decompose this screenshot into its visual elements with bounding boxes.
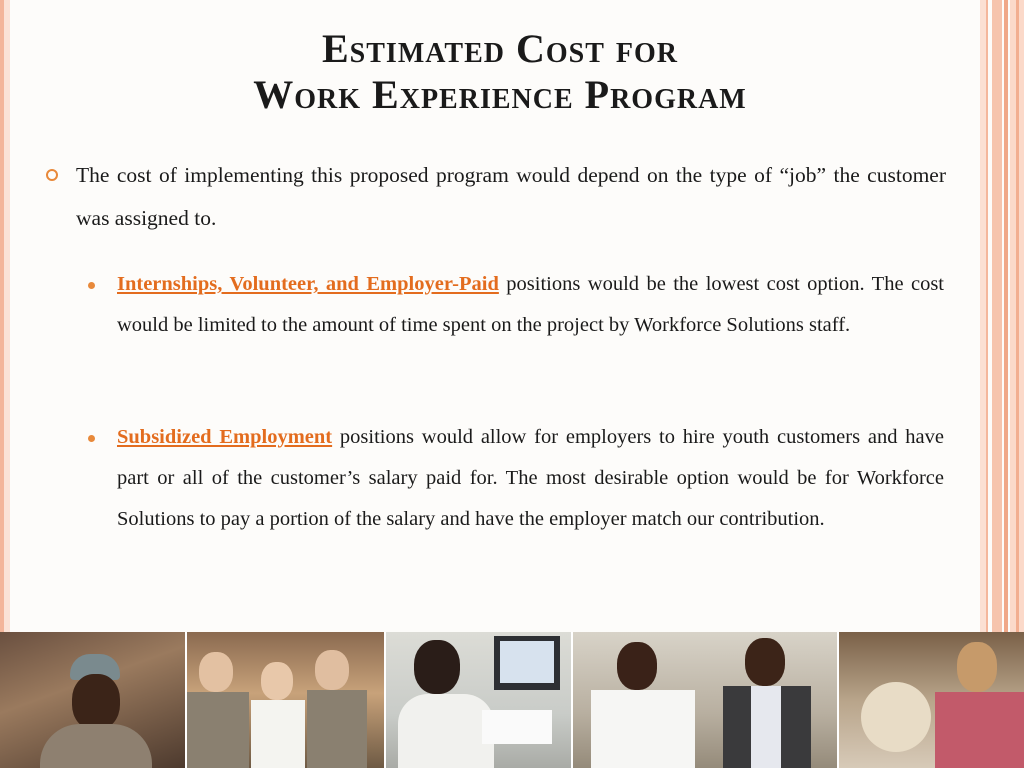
bullet-internships xyxy=(117,264,944,346)
photo-office-workers xyxy=(571,632,837,768)
filled-dot-icon xyxy=(88,282,95,289)
photo-restaurant-staff xyxy=(185,632,384,768)
subsidized-text: positions would allow for employers to hire youth customers and have part or all of the customer’s salary paid for. The most desirable option would be for Workforce Solutions to pay a portion of the salary and have the employer match our contribution. xyxy=(117,426,944,530)
slide-title-line2: Work Experience Program xyxy=(253,72,747,117)
left-decorative-border xyxy=(0,0,10,632)
internships-text: positions would be the lowest cost option. The cost would be limited to the amount of time spent on the project by Workforce Solutions staff. xyxy=(117,273,944,336)
slide-title-line1: Estimated Cost for xyxy=(322,26,678,71)
internships-link[interactable]: Internships, Volunteer, and Employer-Paid xyxy=(117,273,499,295)
hollow-circle-icon xyxy=(46,169,58,181)
photo-dog-groomer xyxy=(837,632,1024,768)
photo-strip xyxy=(0,632,1024,768)
filled-dot-icon xyxy=(88,435,95,442)
bullet-subsidized xyxy=(117,417,944,540)
photo-computer-student xyxy=(384,632,571,768)
subsidized-employment-link[interactable]: Subsidized Employment xyxy=(117,426,333,448)
right-decorative-border xyxy=(980,0,1024,632)
slide-title xyxy=(110,26,890,118)
intro-paragraph: The cost of implementing this proposed program would depend on the type of “job” the customer was assigned to. xyxy=(76,163,946,230)
photo-worker-cap xyxy=(0,632,185,768)
